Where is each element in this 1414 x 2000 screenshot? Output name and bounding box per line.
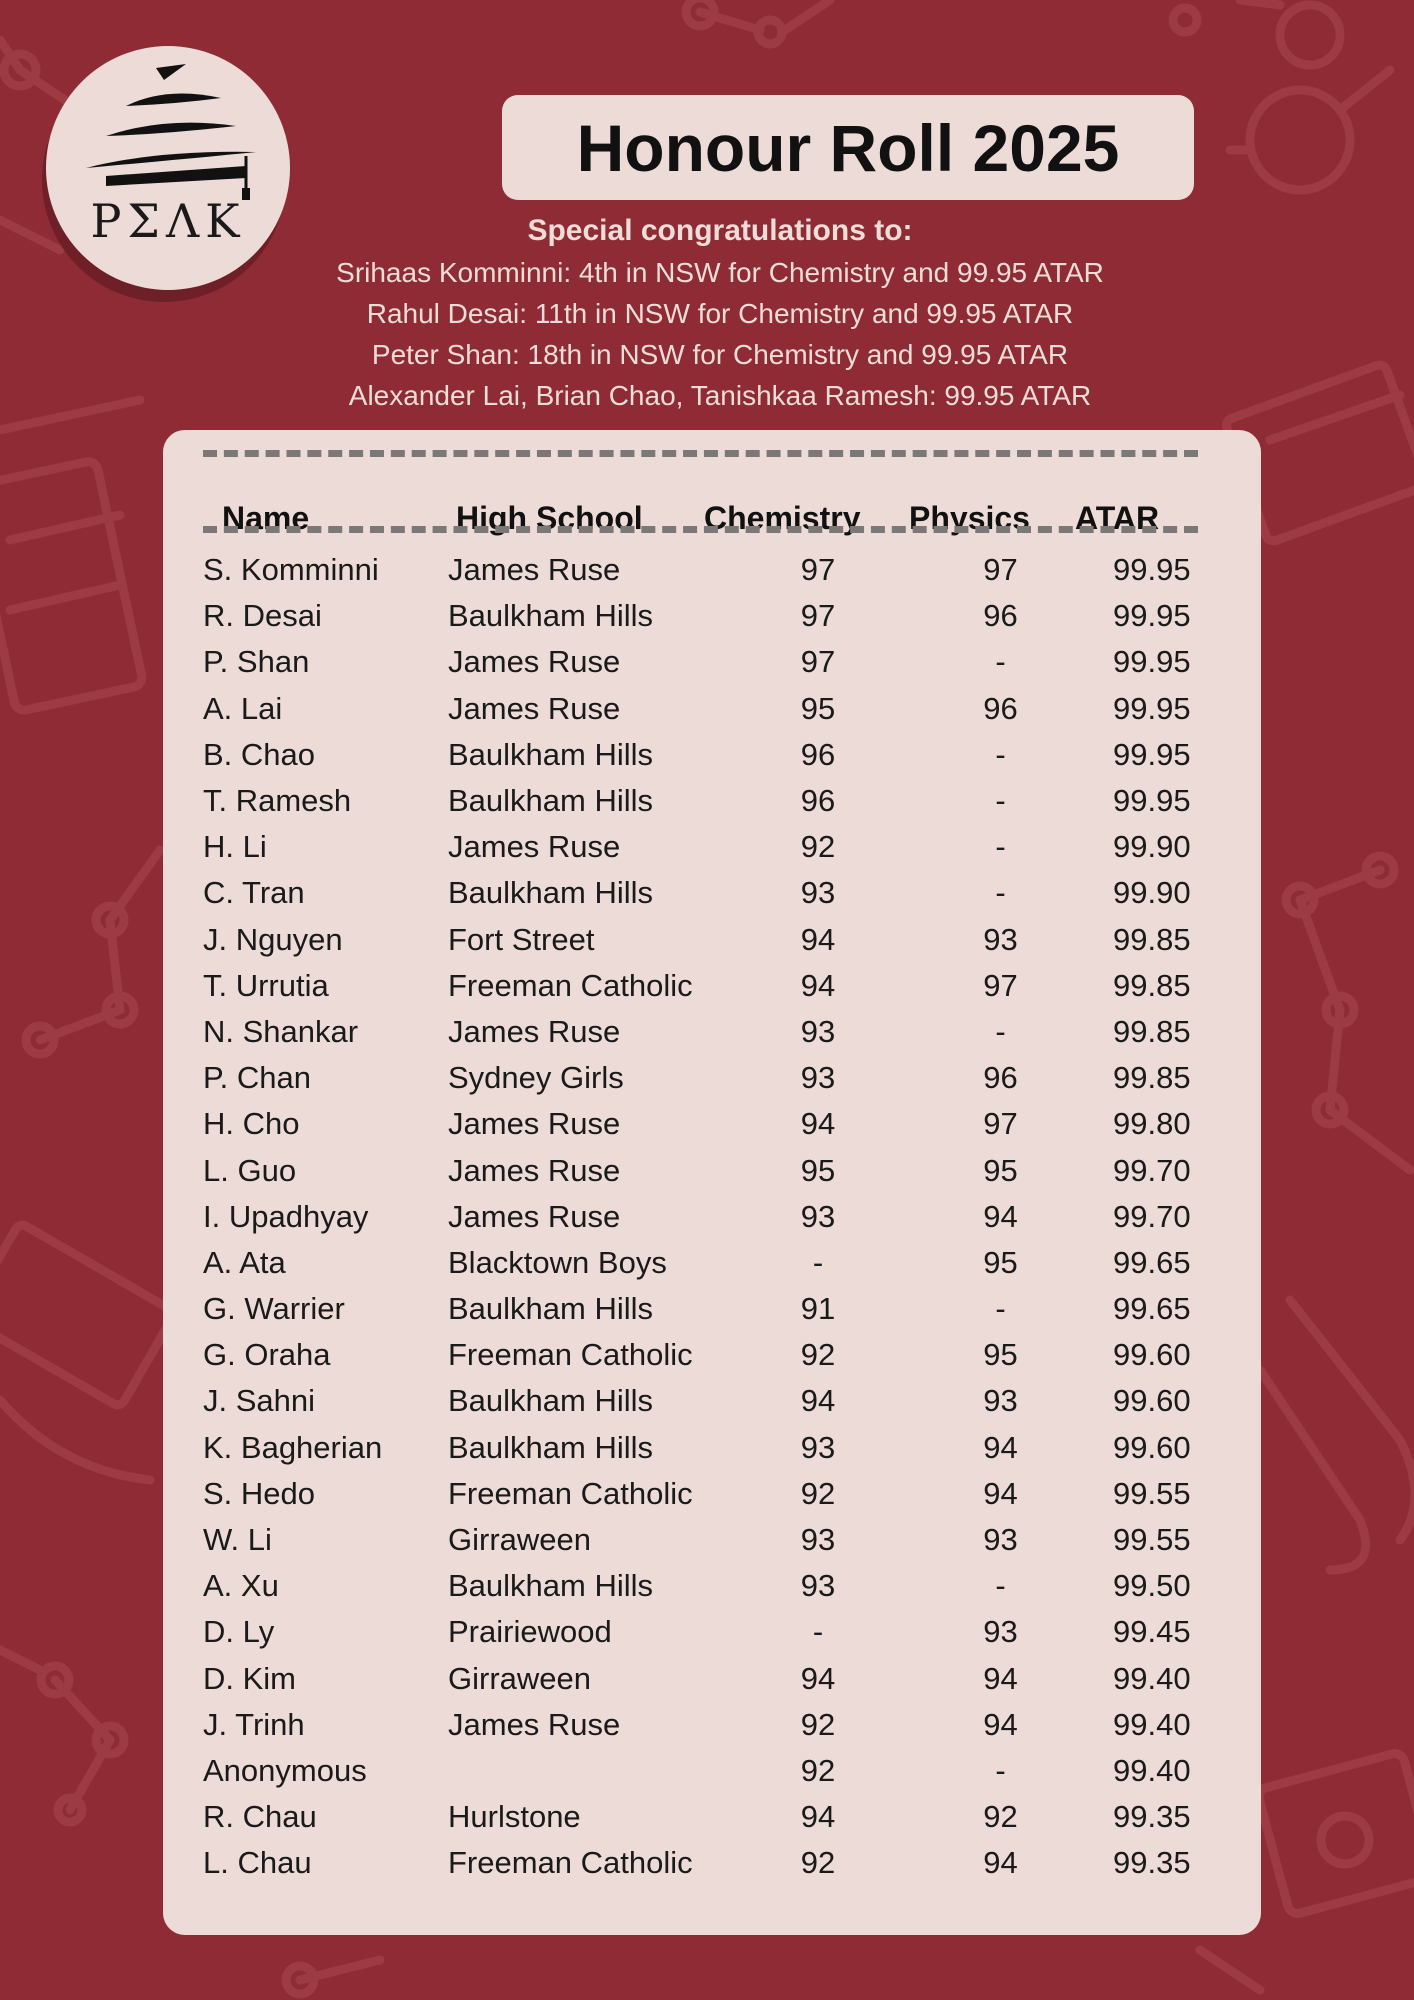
physics-score: 94 bbox=[983, 1198, 1018, 1234]
high-school: Freeman Catholic bbox=[448, 1475, 693, 1511]
chemistry-score: 95 bbox=[800, 690, 836, 726]
congratulations-heading: Special congratulations to: bbox=[527, 214, 913, 247]
table-row bbox=[203, 917, 1191, 963]
student-name: Anonymous bbox=[203, 1752, 367, 1788]
student-name: P. Chan bbox=[203, 1060, 312, 1096]
atar-score: 99.95 bbox=[1113, 690, 1191, 726]
student-name: S. Komminni bbox=[203, 552, 379, 588]
high-school: James Ruse bbox=[448, 1706, 621, 1742]
chemistry-score: 97 bbox=[800, 644, 836, 680]
chemistry-score: 91 bbox=[800, 1291, 836, 1327]
physics-score: 93 bbox=[983, 1522, 1018, 1558]
physics-score: 94 bbox=[983, 1660, 1018, 1696]
student-name: L. Guo bbox=[203, 1152, 297, 1188]
high-school: Prairiewood bbox=[448, 1614, 612, 1650]
atar-score: 99.95 bbox=[1113, 783, 1191, 819]
physics-score: 94 bbox=[983, 1475, 1018, 1511]
atar-score: 99.60 bbox=[1113, 1383, 1191, 1419]
table-row bbox=[203, 870, 1191, 916]
chemistry-score: 93 bbox=[800, 1198, 836, 1234]
student-name: D. Ly bbox=[203, 1614, 275, 1650]
atar-score: 99.40 bbox=[1113, 1752, 1191, 1788]
physics-score: 97 bbox=[983, 967, 1018, 1003]
atar-score: 99.45 bbox=[1113, 1614, 1191, 1650]
column-header-school: High School bbox=[456, 499, 643, 536]
table-row bbox=[203, 778, 1191, 824]
student-name: I. Upadhyay bbox=[203, 1198, 369, 1234]
high-school: Blacktown Boys bbox=[448, 1244, 667, 1280]
header-divider-top bbox=[203, 450, 1198, 457]
student-name: H. Li bbox=[203, 829, 267, 865]
atar-score: 99.70 bbox=[1113, 1152, 1191, 1188]
table-row bbox=[203, 1194, 1191, 1240]
column-header-atar: ATAR bbox=[1075, 499, 1160, 536]
high-school: Hurlstone bbox=[448, 1799, 581, 1835]
student-name: A. Ata bbox=[203, 1244, 286, 1280]
physics-score: - bbox=[995, 1291, 1006, 1327]
student-name: T. Ramesh bbox=[203, 783, 352, 819]
student-name: P. Shan bbox=[203, 644, 310, 680]
student-name: G. Oraha bbox=[203, 1337, 331, 1373]
chemistry-score: 93 bbox=[800, 1013, 836, 1049]
physics-score: - bbox=[995, 875, 1006, 911]
table-row bbox=[203, 1840, 1191, 1886]
logo-text: ΡΣΛΚ bbox=[90, 194, 246, 248]
physics-score: 96 bbox=[983, 690, 1018, 726]
chemistry-score: 94 bbox=[800, 1383, 836, 1419]
atar-score: 99.85 bbox=[1113, 1060, 1191, 1096]
student-name: L. Chau bbox=[203, 1845, 312, 1881]
chemistry-score: 92 bbox=[800, 1845, 836, 1881]
high-school: Freeman Catholic bbox=[448, 1337, 693, 1373]
physics-score: 93 bbox=[983, 1614, 1018, 1650]
table-row bbox=[203, 686, 1191, 732]
chemistry-score: 97 bbox=[800, 598, 836, 634]
atar-score: 99.80 bbox=[1113, 1106, 1191, 1142]
chemistry-score: 93 bbox=[800, 1429, 836, 1465]
atar-score: 99.95 bbox=[1113, 552, 1191, 588]
high-school: Baulkham Hills bbox=[448, 736, 654, 772]
physics-score: 95 bbox=[983, 1244, 1018, 1280]
atar-score: 99.35 bbox=[1113, 1845, 1191, 1881]
chemistry-score: 96 bbox=[800, 783, 836, 819]
atar-score: 99.85 bbox=[1113, 967, 1191, 1003]
student-name: J. Trinh bbox=[203, 1706, 305, 1742]
student-name: T. Urrutia bbox=[203, 967, 329, 1003]
atar-score: 99.55 bbox=[1113, 1475, 1191, 1511]
table-row bbox=[203, 1147, 1191, 1193]
high-school: James Ruse bbox=[448, 1013, 621, 1049]
high-school: James Ruse bbox=[448, 829, 621, 865]
congratulations-line: Rahul Desai: 11th in NSW for Chemistry and 99.95 ATAR bbox=[366, 298, 1074, 329]
column-header-chemistry: Chemistry bbox=[704, 499, 861, 536]
student-name: R. Chau bbox=[203, 1799, 317, 1835]
physics-score: - bbox=[995, 829, 1006, 865]
honour-roll-table bbox=[203, 547, 1191, 1886]
table-row bbox=[203, 1378, 1191, 1424]
table-row bbox=[203, 1240, 1191, 1286]
student-name: C. Tran bbox=[203, 875, 305, 911]
high-school: Freeman Catholic bbox=[448, 967, 693, 1003]
atar-score: 99.95 bbox=[1113, 598, 1191, 634]
student-name: J. Nguyen bbox=[203, 921, 343, 957]
chemistry-score: 94 bbox=[800, 921, 836, 957]
chemistry-score: 96 bbox=[800, 736, 836, 772]
high-school: Baulkham Hills bbox=[448, 1291, 654, 1327]
header-divider-bottom bbox=[203, 526, 1198, 533]
table-row bbox=[203, 732, 1191, 778]
physics-score: 97 bbox=[983, 1106, 1018, 1142]
atar-score: 99.40 bbox=[1113, 1660, 1191, 1696]
atar-score: 99.65 bbox=[1113, 1291, 1191, 1327]
atar-score: 99.85 bbox=[1113, 921, 1191, 957]
chemistry-score: 93 bbox=[800, 1060, 836, 1096]
student-name: H. Cho bbox=[203, 1106, 300, 1142]
table-row bbox=[203, 593, 1191, 639]
physics-score: - bbox=[995, 1013, 1006, 1049]
student-name: G. Warrier bbox=[203, 1291, 345, 1327]
physics-score: 96 bbox=[983, 598, 1018, 634]
student-name: R. Desai bbox=[203, 598, 322, 634]
chemistry-score: 93 bbox=[800, 1522, 836, 1558]
high-school bbox=[448, 1748, 748, 1794]
table-row bbox=[203, 1471, 1191, 1517]
table-row bbox=[203, 639, 1191, 685]
high-school: Fort Street bbox=[448, 921, 595, 957]
physics-score: 94 bbox=[983, 1429, 1018, 1465]
student-name: A. Xu bbox=[203, 1568, 279, 1604]
physics-score: 93 bbox=[983, 921, 1018, 957]
chemistry-score: 92 bbox=[800, 1706, 836, 1742]
student-name: S. Hedo bbox=[203, 1475, 316, 1511]
table-row bbox=[203, 1286, 1191, 1332]
student-name: N. Shankar bbox=[203, 1013, 359, 1049]
table-row bbox=[203, 1794, 1191, 1840]
chemistry-score: 94 bbox=[800, 1660, 836, 1696]
atar-score: 99.60 bbox=[1113, 1429, 1191, 1465]
chemistry-score: 94 bbox=[800, 967, 836, 1003]
column-header-physics: Physics bbox=[909, 499, 1030, 536]
physics-score: 92 bbox=[983, 1799, 1018, 1835]
honour-roll-panel bbox=[163, 430, 1261, 1935]
physics-score: - bbox=[995, 1568, 1006, 1604]
high-school: Girraween bbox=[448, 1522, 591, 1558]
atar-score: 99.95 bbox=[1113, 644, 1191, 680]
table-row bbox=[203, 1517, 1191, 1563]
high-school: Baulkham Hills bbox=[448, 1429, 654, 1465]
chemistry-score: 93 bbox=[800, 1568, 836, 1604]
atar-score: 99.65 bbox=[1113, 1244, 1191, 1280]
student-name: J. Sahni bbox=[203, 1383, 316, 1419]
table-row bbox=[203, 1609, 1191, 1655]
physics-score: - bbox=[995, 644, 1006, 680]
atar-score: 99.40 bbox=[1113, 1706, 1191, 1742]
high-school: Baulkham Hills bbox=[448, 1383, 654, 1419]
atar-score: 99.60 bbox=[1113, 1337, 1191, 1373]
student-name: A. Lai bbox=[203, 690, 283, 726]
congratulations-line: Peter Shan: 18th in NSW for Chemistry and 99.95 ATAR bbox=[371, 339, 1069, 370]
physics-score: 94 bbox=[983, 1706, 1018, 1742]
page-title: Honour Roll 2025 bbox=[502, 95, 1194, 200]
student-name: W. Li bbox=[203, 1522, 272, 1558]
chemistry-score: - bbox=[812, 1244, 824, 1280]
physics-score: 95 bbox=[983, 1337, 1018, 1373]
chemistry-score: 92 bbox=[800, 1337, 836, 1373]
student-name: K. Bagherian bbox=[203, 1429, 383, 1465]
chemistry-score: 94 bbox=[800, 1799, 836, 1835]
high-school: Sydney Girls bbox=[448, 1060, 624, 1096]
chemistry-score: 92 bbox=[800, 1752, 836, 1788]
table-row bbox=[203, 1748, 1191, 1794]
table-row bbox=[203, 963, 1191, 1009]
table-row bbox=[203, 547, 1191, 593]
table-row bbox=[203, 1563, 1191, 1609]
physics-score: 95 bbox=[983, 1152, 1018, 1188]
student-name: B. Chao bbox=[203, 736, 316, 772]
atar-score: 99.50 bbox=[1113, 1568, 1191, 1604]
student-name: D. Kim bbox=[203, 1660, 296, 1696]
physics-score: 94 bbox=[983, 1845, 1018, 1881]
physics-score: - bbox=[995, 1752, 1006, 1788]
table-row bbox=[203, 1009, 1191, 1055]
physics-score: - bbox=[995, 783, 1006, 819]
high-school: James Ruse bbox=[448, 1198, 621, 1234]
physics-score: 97 bbox=[983, 552, 1018, 588]
physics-score: - bbox=[995, 736, 1006, 772]
chemistry-score: 92 bbox=[800, 1475, 836, 1511]
table-row bbox=[203, 1101, 1191, 1147]
atar-score: 99.95 bbox=[1113, 736, 1191, 772]
table-row bbox=[203, 1425, 1191, 1471]
table-row bbox=[203, 1055, 1191, 1101]
physics-score: 93 bbox=[983, 1383, 1018, 1419]
physics-score: 96 bbox=[983, 1060, 1018, 1096]
table-row bbox=[203, 1332, 1191, 1378]
chemistry-score: 92 bbox=[800, 829, 836, 865]
chemistry-score: 95 bbox=[800, 1152, 836, 1188]
high-school: Girraween bbox=[448, 1660, 591, 1696]
chemistry-score: 97 bbox=[800, 552, 836, 588]
chemistry-score: 94 bbox=[800, 1106, 836, 1142]
atar-score: 99.85 bbox=[1113, 1013, 1191, 1049]
high-school: James Ruse bbox=[448, 552, 621, 588]
column-header-name: Name bbox=[222, 499, 310, 536]
table-row bbox=[203, 824, 1191, 870]
high-school: James Ruse bbox=[448, 644, 621, 680]
atar-score: 99.35 bbox=[1113, 1799, 1191, 1835]
atar-score: 99.90 bbox=[1113, 829, 1191, 865]
high-school: Baulkham Hills bbox=[448, 598, 654, 634]
table-row bbox=[203, 1656, 1191, 1702]
atar-score: 99.90 bbox=[1113, 875, 1191, 911]
atar-score: 99.55 bbox=[1113, 1522, 1191, 1558]
congratulations-line: Alexander Lai, Brian Chao, Tanishkaa Ramesh: 99.95 ATAR bbox=[348, 380, 1092, 411]
high-school: Baulkham Hills bbox=[448, 783, 654, 819]
congratulations-line: Srihaas Komminni: 4th in NSW for Chemistry and 99.95 ATAR bbox=[336, 257, 1104, 288]
high-school: James Ruse bbox=[448, 1106, 621, 1142]
high-school: James Ruse bbox=[448, 690, 621, 726]
congratulations-section bbox=[220, 210, 1220, 416]
high-school: Baulkham Hills bbox=[448, 875, 654, 911]
table-row bbox=[203, 1702, 1191, 1748]
high-school: James Ruse bbox=[448, 1152, 621, 1188]
high-school: Freeman Catholic bbox=[448, 1845, 693, 1881]
chemistry-score: 93 bbox=[800, 875, 836, 911]
high-school: Baulkham Hills bbox=[448, 1568, 654, 1604]
honour-roll-body bbox=[203, 547, 1191, 1886]
atar-score: 99.70 bbox=[1113, 1198, 1191, 1234]
chemistry-score: - bbox=[812, 1614, 824, 1650]
